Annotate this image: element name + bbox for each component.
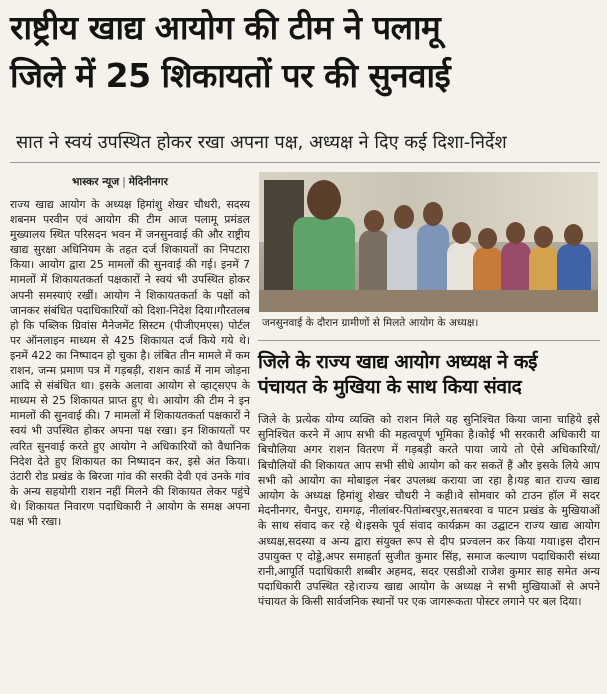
photo-caption: जनसुनवाई के दौरान ग्रामीणों से मिलते आयोग के अध्यक्ष। [262,317,479,329]
headline [10,4,600,100]
headline-line-1: राष्ट्रीय खाद्य आयोग की टीम ने पलामू [10,8,441,47]
divider [10,162,600,163]
right-article-column [258,412,600,692]
box-headline-line-2: पंचायत के मुखिया के साथ किया संवाद [258,376,522,398]
box-headline [258,350,600,400]
byline [72,175,250,189]
headline-line-2: जिले में 25 शिकायतों पर की सुनवाई [10,56,451,95]
photo-figure-head [364,210,384,232]
left-article-column [10,175,250,690]
photo-floor [259,290,598,312]
news-photo [259,172,598,312]
photo-figure-head [452,222,471,244]
byline-separator: | [122,176,126,188]
byline-source: भास्कर न्यूज [72,176,120,188]
photo-figure-head [394,205,414,229]
left-article-body: राज्य खाद्य आयोग के अध्यक्ष हिमांशु शेखर चौधरी, सदस्य शबनम परवीन एवं आयोग की टीम आज पलामू प्रमंडल मुख्यालय स्थित परिसदन भवन में जनसुनवाई की और राष्ट्रीय खाद्य सुरक्षा अधिनियम के तहत दर्ज शिकायतों का निपटारा किया। आयोग द्वारा 25 मामलों की सुनवाई की गई। इनमें 7 मामलों में शिकायतकर्ता पक्षकारों ने स्वयं भी उपस्थित होकर अपनी समस्याएं रखीं। आयोग ने शिकायतकर्ता के पक्षों को जानकर संबंधित पदाधिकारियों को दिशा-निदेश दिया।गौरतलब हो कि पब्लिक ग्रिवांस मैनेजमेंट सिस्टम (पीजीएमएस) पोर्टल पर ऑनलाइन माध्यम से 425 शिकायत दर्ज किये गये थे। इनमें 422 का निष्पादन हो चुका है। लंबित तीन मामले में कम राशन, जन्म प्रमाण पत्र में गड़बड़ी, राशन कार्ड में नाम जोड़ना आदि से संबंधित था। इसके अलावा आयोग से व्हाट्सएप के माध्यम से 25 शिकायत प्राप्त हुए थे। आयोग की टीम ने इन मामलों की सुनवाई की। 7 मामलों में शिकायतकर्ता पक्षकारों ने स्वयं भी उपस्थित होकर अपना पक्ष रखा। इन शिकायतों पर त्वरित सुनवाई करते हुए आयोग ने अधिकारियों को वैधानिक निदेश देते हुए शिकायत का निष्पादन कर, इसे अंत किया।उंटारी रोड प्रखंड के बिरजा गांव की सरकी देवी एवं उनके गांव के अन्य सहयोगी राशन नहीं मिलने की शिकायत लेकर पहुंचे थे। शिकायत निवारण पदाधिकारी ने आयोग के समक्ष अपना पक्ष भी रखा। [10,198,250,528]
right-article-body: जिले के प्रत्येक योग्य व्यक्ति को राशन मिले यह सुनिश्चित किया जाना चाहिये इसे सुनिश्चित करने में आप सभी की महत्वपूर्ण भूमिका है।कोई भी सरकारी अधिकारी या बिचौलिया अगर राशन वितरण में गड़बड़ी करते पाया जाये तो ऐसे अधिकारियों/ बिचौलियों की शिकायत आप सभी सीधे आयोग को कर सकतें हैं और इसके लिये आप सभी को आयोग का मोबाइल नंबर उपलब्ध कराया जा रहा है।यह बात राज्य खाद्य आयोग के अध्यक्ष हिमांशु शेखर चौधरी ने कही।वे सोमवार को टाउन हॉल में सदर मेदनीनगर, चैनपुर, रामगढ़, नीलांबर-पितांम्बरपुर,सतबरवा व पाटन प्रखंड के मुखियाओं के साथ संवाद कर रहे थे।इसके पूर्व संवाद कार्यक्रम का उद्घाटन राज्य खाद्य आयोग अध्यक्ष,सदस्या व अन्य द्वारा संयुक्त रूप से दीप प्रज्वलन कर किया गया।इस दौरान उपायुक्त ए दोड्डे,अपर समाहर्ता सुजीत कुमार सिंह, समाज कल्याण पदाधिकारी संध्या रानी,आपूर्ति पदाधिकारी शब्बीर अहमद, सदर एसडीओ राजेश कुमार साह समेत अन्य पदाधिकारी उपस्थित रहे।राज्य खाद्य आयोग के अध्यक्ष ने सभी मुखियाओं से अपने पंचायत के किसी सार्वजनिक स्थानों पर एक जागरूकता पोस्टर लगाने पर बल दिया। [258,413,600,609]
photo-figure-head [478,228,497,249]
photo-figure-head [564,224,583,246]
photo-figure-head [534,226,553,248]
photo-figure-head [423,202,443,226]
divider [258,340,600,341]
box-headline-line-1: जिले के राज्य खाद्य आयोग अध्यक्ष ने कई [258,351,538,373]
photo-figure-head [307,180,341,220]
byline-place: मेदिनीनगर [128,176,168,188]
photo-figure-head [506,222,525,244]
subheadline: सात ने स्वयं उपस्थित होकर रखा अपना पक्ष, अध्यक्ष ने दिए कई दिशा-निर्देश [16,132,507,153]
